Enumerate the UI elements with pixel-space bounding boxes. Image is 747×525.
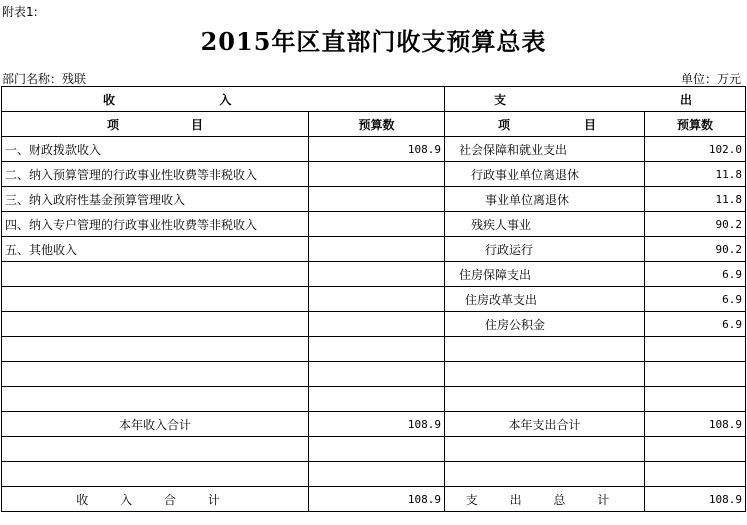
income-item-header-right: 目 <box>191 117 204 132</box>
income-item-label <box>2 287 309 312</box>
income-item-label: 一、财政拨款收入 <box>2 137 309 162</box>
expense-item-label: 住房保障支出 <box>445 262 645 287</box>
expense-item-label: 残疾人事业 <box>445 212 645 237</box>
table-row <box>2 262 746 287</box>
expense-header-left: 支 <box>494 92 507 107</box>
blank-cell <box>445 437 645 462</box>
expense-item-value <box>645 362 746 387</box>
income-item-value <box>309 212 445 237</box>
expense-total-value: 108.9 <box>645 487 746 512</box>
expense-item-label: 住房公积金 <box>445 312 645 337</box>
income-item-value <box>309 387 445 412</box>
income-section-header <box>2 87 445 112</box>
income-item-header <box>2 112 309 137</box>
income-header-right: 入 <box>219 92 232 107</box>
expense-item-header-right: 目 <box>584 117 597 132</box>
income-item-value: 108.9 <box>309 137 445 162</box>
income-item-value <box>309 187 445 212</box>
expense-header-right: 出 <box>680 92 693 107</box>
income-item-header-left: 项 <box>107 117 120 132</box>
unit-label: 单位：万元 <box>680 72 741 86</box>
income-item-value <box>309 262 445 287</box>
expense-item-value <box>645 387 746 412</box>
income-item-label: 五、其他收入 <box>2 237 309 262</box>
table-row <box>2 212 746 237</box>
income-item-label <box>2 387 309 412</box>
table-row <box>2 312 746 337</box>
income-item-value <box>309 237 445 262</box>
income-item-label <box>2 337 309 362</box>
table-row <box>2 387 746 412</box>
table-row <box>2 237 746 262</box>
blank-cell <box>645 462 746 487</box>
year-income-total-label: 本年收入合计 <box>2 412 309 437</box>
expense-item-header-left: 项 <box>498 117 511 132</box>
expense-item-label: 住房改革支出 <box>445 287 645 312</box>
expense-item-label <box>445 337 645 362</box>
expense-total-label: 支 出 总 计 <box>445 487 645 512</box>
table-row <box>2 187 746 212</box>
year-total-row <box>2 412 746 437</box>
column-header-row <box>2 112 746 137</box>
income-item-label <box>2 262 309 287</box>
expense-item-label: 事业单位离退休 <box>445 187 645 212</box>
expense-item-label: 社会保障和就业支出 <box>445 137 645 162</box>
blank-cell <box>445 462 645 487</box>
income-item-value <box>309 362 445 387</box>
expense-item-label <box>445 362 645 387</box>
expense-budget-header: 预算数 <box>645 112 746 137</box>
table-row <box>2 362 746 387</box>
income-item-value <box>309 337 445 362</box>
income-item-label <box>2 362 309 387</box>
blank-cell <box>645 437 746 462</box>
expense-item-label: 行政运行 <box>445 237 645 262</box>
budget-table <box>1 86 746 512</box>
expense-item-value: 102.0 <box>645 137 746 162</box>
income-item-value <box>309 287 445 312</box>
blank-cell <box>309 437 445 462</box>
table-row <box>2 162 746 187</box>
expense-item-value <box>645 337 746 362</box>
expense-item-value: 90.2 <box>645 237 746 262</box>
expense-item-value: 6.9 <box>645 312 746 337</box>
attachment-label: 附表1: <box>2 5 38 19</box>
income-item-label <box>2 312 309 337</box>
table-row <box>2 137 746 162</box>
expense-item-value: 6.9 <box>645 287 746 312</box>
blank-cell <box>309 462 445 487</box>
section-header-row <box>2 87 746 112</box>
expense-item-label <box>445 387 645 412</box>
income-item-label: 三、纳入政府性基金预算管理收入 <box>2 187 309 212</box>
expense-item-label: 行政事业单位离退休 <box>445 162 645 187</box>
table-row <box>2 287 746 312</box>
expense-item-header <box>445 112 645 137</box>
expense-section-header <box>445 87 746 112</box>
income-budget-header: 预算数 <box>309 112 445 137</box>
income-item-label: 四、纳入专户管理的行政事业性收费等非税收入 <box>2 212 309 237</box>
expense-item-value: 11.8 <box>645 187 746 212</box>
table-row <box>2 337 746 362</box>
table-row <box>2 437 746 462</box>
year-income-total-value: 108.9 <box>309 412 445 437</box>
income-item-value <box>309 312 445 337</box>
year-expense-total-value: 108.9 <box>645 412 746 437</box>
income-item-label: 二、纳入预算管理的行政事业性收费等非税收入 <box>2 162 309 187</box>
year-expense-total-label: 本年支出合计 <box>445 412 645 437</box>
income-total-value: 108.9 <box>309 487 445 512</box>
blank-cell <box>2 437 309 462</box>
page-title: 2015年区直部门收支预算总表 <box>200 27 547 56</box>
expense-item-value: 90.2 <box>645 212 746 237</box>
income-total-label: 收 入 合 计 <box>2 487 309 512</box>
department-name: 部门名称：残联 <box>2 72 87 86</box>
blank-cell <box>2 462 309 487</box>
table-row <box>2 462 746 487</box>
expense-item-value: 11.8 <box>645 162 746 187</box>
grand-total-row <box>2 487 746 512</box>
income-header-left: 收 <box>103 92 116 107</box>
expense-item-value: 6.9 <box>645 262 746 287</box>
income-item-value <box>309 162 445 187</box>
